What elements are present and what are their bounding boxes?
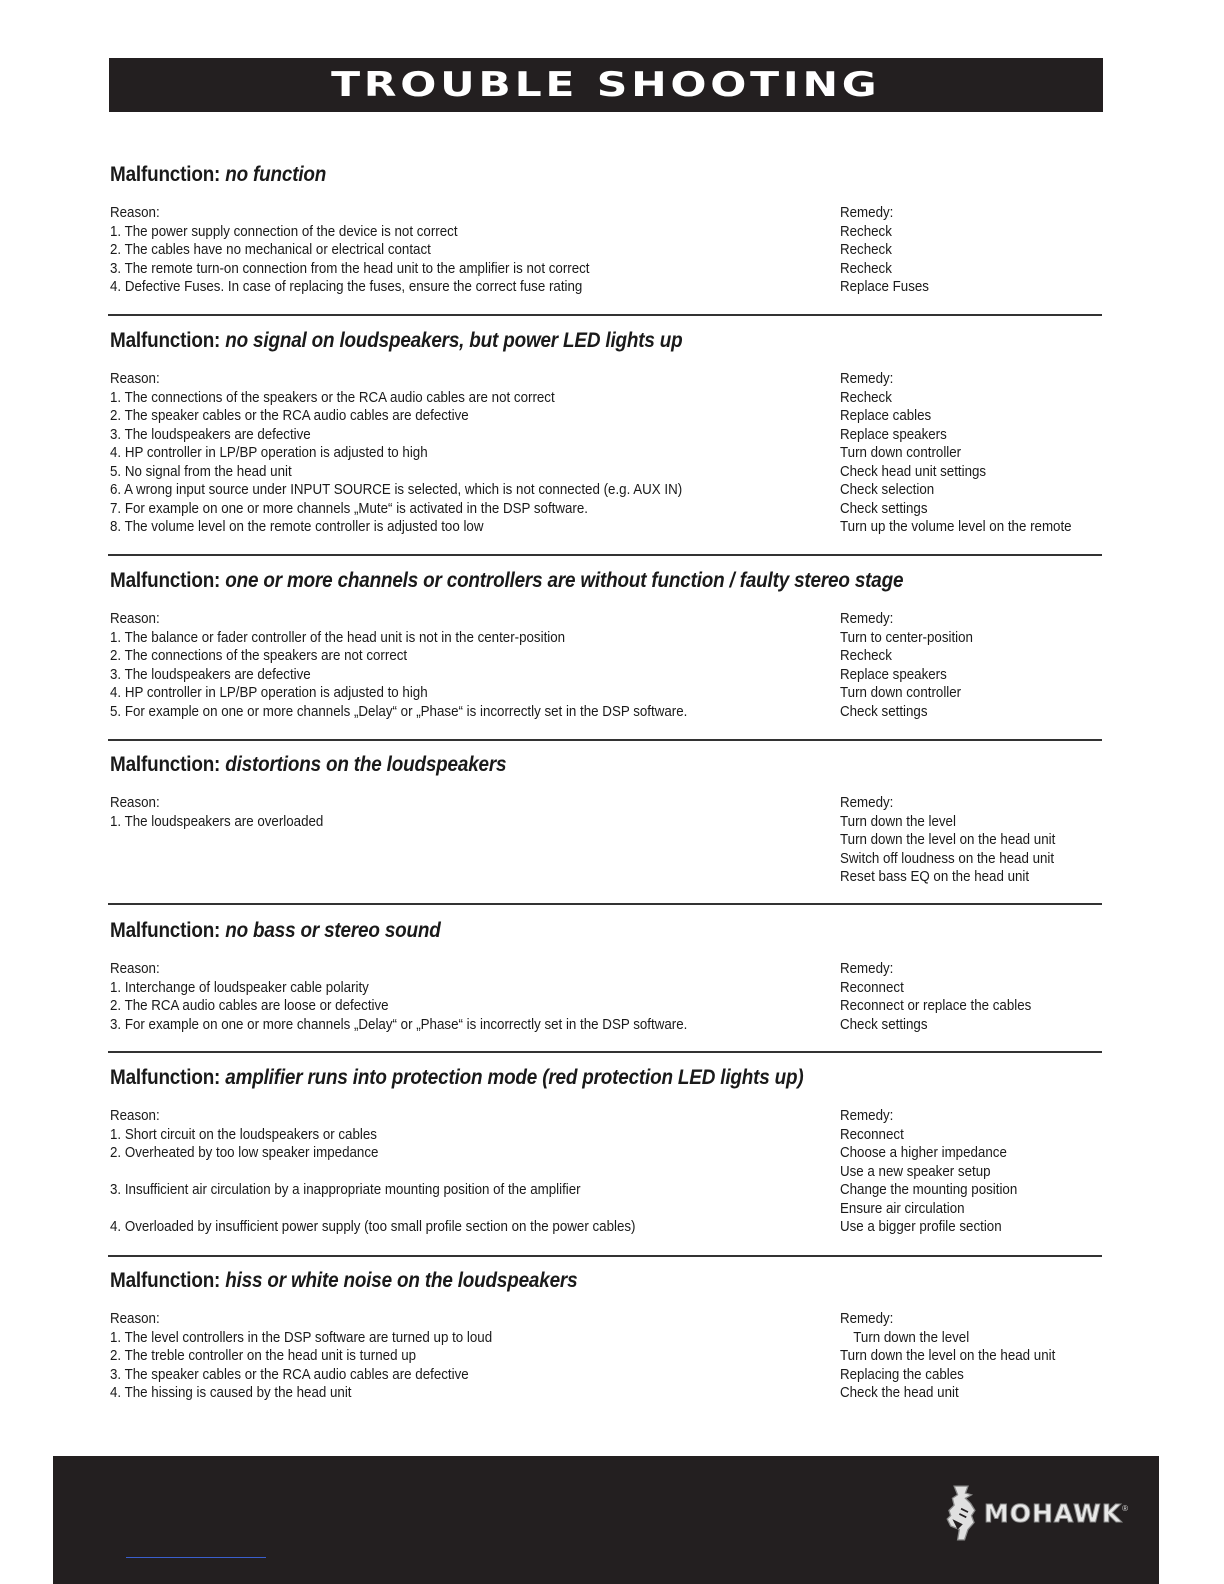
reason-text: 2. Overheated by too low speaker impedance <box>110 1145 379 1161</box>
table-row <box>110 223 1102 242</box>
remedy-text: Check settings <box>840 500 928 517</box>
table-row <box>110 1181 1102 1200</box>
reason-text: 2. The cables have no mechanical or electrical contact <box>110 242 431 258</box>
remedy-text: Use a bigger profile section <box>840 1219 1002 1235</box>
reason-remedy-table <box>110 794 1102 887</box>
reason-text <box>110 868 782 887</box>
remedy-text: Switch off loudness on the head unit <box>840 850 1055 867</box>
table-header-row <box>110 370 1102 389</box>
section-label: Malfunction: <box>110 1269 221 1292</box>
section-title <box>110 329 1003 353</box>
section-issue: distortions on the loudspeakers <box>225 753 507 776</box>
section-issue: no signal on loudspeakers, but power LED lights up <box>225 329 683 352</box>
reason-text: 2. The connections of the speakers are not correct <box>110 648 408 664</box>
reason-remedy-table <box>110 370 1102 537</box>
table-row <box>110 868 1102 887</box>
table-row <box>110 1144 1102 1163</box>
remedy-header: Remedy: <box>840 795 894 811</box>
remedy-text: Check selection <box>840 482 935 498</box>
mohawk-head-icon <box>942 1480 982 1546</box>
reason-remedy-table <box>110 1107 1102 1237</box>
section-label: Malfunction: <box>110 569 221 592</box>
reason-text: 3. The remote turn-on connection from the head unit to the amplifier is not correct <box>110 260 590 277</box>
remedy-text: Turn down the level <box>840 813 956 830</box>
table-row <box>110 500 1102 519</box>
section-title <box>110 753 1003 777</box>
reason-text: 3. The loudspeakers are defective <box>110 426 311 443</box>
section-label: Malfunction: <box>110 329 221 352</box>
reason-text: 2. The RCA audio cables are loose or defective <box>110 998 389 1014</box>
table-row <box>110 389 1102 408</box>
reason-text <box>110 831 782 850</box>
reason-text: 5. For example on one or more channels „Delay“ or „Phase“ is incorrectly set in the DSP software. <box>110 703 688 720</box>
malfunction-section-no-signal <box>110 329 1102 537</box>
remedy-text: Recheck <box>840 242 892 258</box>
section-divider <box>108 1051 1102 1053</box>
remedy-text: Check settings <box>840 703 928 720</box>
table-row <box>110 831 1102 850</box>
section-divider <box>108 554 1102 556</box>
reason-text: 3. The speaker cables or the RCA audio cables are defective <box>110 1366 469 1383</box>
section-issue: no function <box>225 163 327 186</box>
remedy-text: Turn down controller <box>840 685 962 701</box>
remedy-text: Reconnect <box>840 1126 904 1143</box>
remedy-header: Remedy: <box>840 371 894 387</box>
remedy-text: Replace cables <box>840 408 932 424</box>
remedy-text: Turn down the level on the head unit <box>840 1348 1056 1364</box>
brand-logo <box>942 1478 1128 1548</box>
remedy-text: Turn down the level on the head unit <box>840 832 1056 848</box>
reason-text: 3. The loudspeakers are defective <box>110 666 311 683</box>
section-issue: no bass or stereo sound <box>225 919 441 942</box>
remedy-header: Remedy: <box>840 611 894 627</box>
remedy-text: Reset bass EQ on the head unit <box>840 869 1030 885</box>
table-row <box>110 684 1102 703</box>
table-row <box>110 1366 1102 1385</box>
remedy-text: Check the head unit <box>840 1385 959 1401</box>
section-title <box>110 1269 1003 1293</box>
remedy-header: Remedy: <box>840 961 894 977</box>
section-label: Malfunction: <box>110 163 221 186</box>
malfunction-section-hiss <box>110 1269 1102 1403</box>
remedy-text: Turn down the level <box>853 1329 970 1346</box>
reason-header: Reason: <box>110 205 160 221</box>
remedy-text: Replace speakers <box>840 426 947 443</box>
reason-text: 1. Interchange of loudspeaker cable polarity <box>110 979 369 996</box>
table-row <box>110 1163 1102 1182</box>
reason-remedy-table <box>110 204 1102 297</box>
table-row <box>110 463 1102 482</box>
remedy-header: Remedy: <box>840 1108 894 1124</box>
table-row <box>110 518 1102 537</box>
remedy-header: Remedy: <box>840 205 894 221</box>
remedy-text: Choose a higher impedance <box>840 1145 1007 1161</box>
reason-text: 6. A wrong input source under INPUT SOURCE is selected, which is not connected (e.g. AUX IN) <box>110 482 683 498</box>
table-row <box>110 813 1102 832</box>
table-header-row <box>110 610 1102 629</box>
remedy-text: Recheck <box>840 260 892 277</box>
reason-header: Reason: <box>110 795 160 811</box>
section-label: Malfunction: <box>110 919 221 942</box>
reason-text: 8. The volume level on the remote controller is adjusted too low <box>110 519 484 535</box>
table-row <box>110 1218 1102 1237</box>
section-issue: hiss or white noise on the loudspeakers <box>225 1269 578 1292</box>
reason-header: Reason: <box>110 371 160 387</box>
reason-text: 5. No signal from the head unit <box>110 463 292 480</box>
remedy-text: Ensure air circulation <box>840 1200 965 1217</box>
reason-text: 1. The connections of the speakers or the RCA audio cables are not correct <box>110 389 555 406</box>
table-row <box>110 260 1102 279</box>
remedy-text: Recheck <box>840 389 892 406</box>
table-row <box>110 444 1102 463</box>
table-header-row <box>110 1310 1102 1329</box>
remedy-text: Recheck <box>840 648 892 664</box>
reason-header: Reason: <box>110 961 160 977</box>
reason-text: 4. HP controller in LP/BP operation is adjusted to high <box>110 685 428 701</box>
reason-header: Reason: <box>110 1311 160 1327</box>
section-title <box>110 919 1003 943</box>
reason-text: 1. The level controllers in the DSP software are turned up to loud <box>110 1329 493 1346</box>
reason-text: 4. Overloaded by insufficient power supply (too small profile section on the power cables) <box>110 1219 636 1235</box>
remedy-text: Check head unit settings <box>840 463 987 480</box>
section-title <box>110 163 1003 187</box>
reason-text: 4. Defective Fuses. In case of replacing the fuses, ensure the correct fuse rating <box>110 279 583 295</box>
remedy-text: Turn down controller <box>840 445 962 461</box>
remedy-text: Check settings <box>840 1016 928 1033</box>
page-title: TROUBLE SHOOTING <box>331 65 881 105</box>
reason-remedy-table <box>110 960 1102 1034</box>
table-row <box>110 1126 1102 1145</box>
section-divider <box>108 739 1102 741</box>
section-divider <box>108 314 1102 316</box>
remedy-text: Turn up the volume level on the remote <box>840 519 1072 535</box>
table-row <box>110 1200 1102 1219</box>
reason-text: 1. Short circuit on the loudspeakers or cables <box>110 1126 377 1143</box>
reason-text: 4. HP controller in LP/BP operation is adjusted to high <box>110 445 428 461</box>
remedy-text: Change the mounting position <box>840 1182 1018 1198</box>
table-row <box>110 647 1102 666</box>
malfunction-section-protection-mode <box>110 1066 1102 1237</box>
remedy-text: Replace speakers <box>840 666 947 683</box>
section-divider <box>108 1255 1102 1257</box>
table-row <box>110 407 1102 426</box>
reason-text: 4. The hissing is caused by the head unit <box>110 1385 352 1401</box>
remedy-header: Remedy: <box>840 1311 894 1327</box>
reason-text: 2. The treble controller on the head unit is turned up <box>110 1348 417 1364</box>
table-row <box>110 481 1102 500</box>
reason-text: 3. Insufficient air circulation by a inappropriate mounting position of the amplifier <box>110 1182 581 1198</box>
remedy-text: Recheck <box>840 223 892 240</box>
section-issue: one or more channels or controllers are without function / faulty stereo stage <box>225 569 904 592</box>
malfunction-section-no-bass <box>110 919 1102 1034</box>
remedy-text: Replace Fuses <box>840 279 929 295</box>
section-label: Malfunction: <box>110 1066 221 1089</box>
table-row <box>110 1384 1102 1403</box>
table-header-row <box>110 794 1102 813</box>
reason-header: Reason: <box>110 611 160 627</box>
reason-text: 7. For example on one or more channels „Mute“ is activated in the DSP software. <box>110 500 589 517</box>
registered-mark: ® <box>1122 1504 1128 1513</box>
reason-remedy-table <box>110 1310 1102 1403</box>
reason-text: 1. The loudspeakers are overloaded <box>110 813 324 830</box>
malfunction-section-channels <box>110 569 1102 721</box>
table-row <box>110 1347 1102 1366</box>
table-row <box>110 979 1102 998</box>
reason-remedy-table <box>110 610 1102 721</box>
brand-name: MOHAWK <box>983 1498 1123 1528</box>
table-row <box>110 666 1102 685</box>
table-row <box>110 629 1102 648</box>
remedy-text: Reconnect or replace the cables <box>840 998 1032 1014</box>
remedy-text: Turn to center-position <box>840 629 973 646</box>
malfunction-section-no-function <box>110 163 1102 297</box>
table-header-row <box>110 204 1102 223</box>
malfunction-section-distortions <box>110 753 1102 887</box>
section-issue: amplifier runs into protection mode (red protection LED lights up) <box>225 1066 804 1089</box>
table-row <box>110 850 1102 869</box>
table-row <box>110 241 1102 260</box>
reason-text: 3. For example on one or more channels „Delay“ or „Phase“ is incorrectly set in the DSP software. <box>110 1016 688 1033</box>
section-divider <box>108 903 1102 905</box>
reason-header: Reason: <box>110 1108 160 1124</box>
section-label: Malfunction: <box>110 753 221 776</box>
reason-text <box>110 850 782 869</box>
reason-text: 1. The balance or fader controller of the head unit is not in the center-position <box>110 629 566 646</box>
section-title <box>110 569 1003 593</box>
reason-text: 1. The power supply connection of the device is not correct <box>110 223 458 240</box>
table-row <box>110 997 1102 1016</box>
footer-link-underline <box>126 1557 266 1558</box>
section-title <box>110 1066 1003 1090</box>
table-row <box>110 703 1102 722</box>
table-row <box>110 426 1102 445</box>
table-header-row <box>110 1107 1102 1126</box>
reason-text: 2. The speaker cables or the RCA audio cables are defective <box>110 408 469 424</box>
remedy-text: Reconnect <box>840 979 904 996</box>
table-row <box>110 1016 1102 1035</box>
table-header-row <box>110 960 1102 979</box>
header-bar <box>109 58 1103 112</box>
reason-text <box>110 1200 782 1219</box>
reason-text <box>110 1163 782 1182</box>
table-row <box>110 278 1102 297</box>
remedy-text: Replacing the cables <box>840 1366 964 1383</box>
table-row <box>110 1329 1102 1348</box>
remedy-text: Use a new speaker setup <box>840 1163 991 1180</box>
